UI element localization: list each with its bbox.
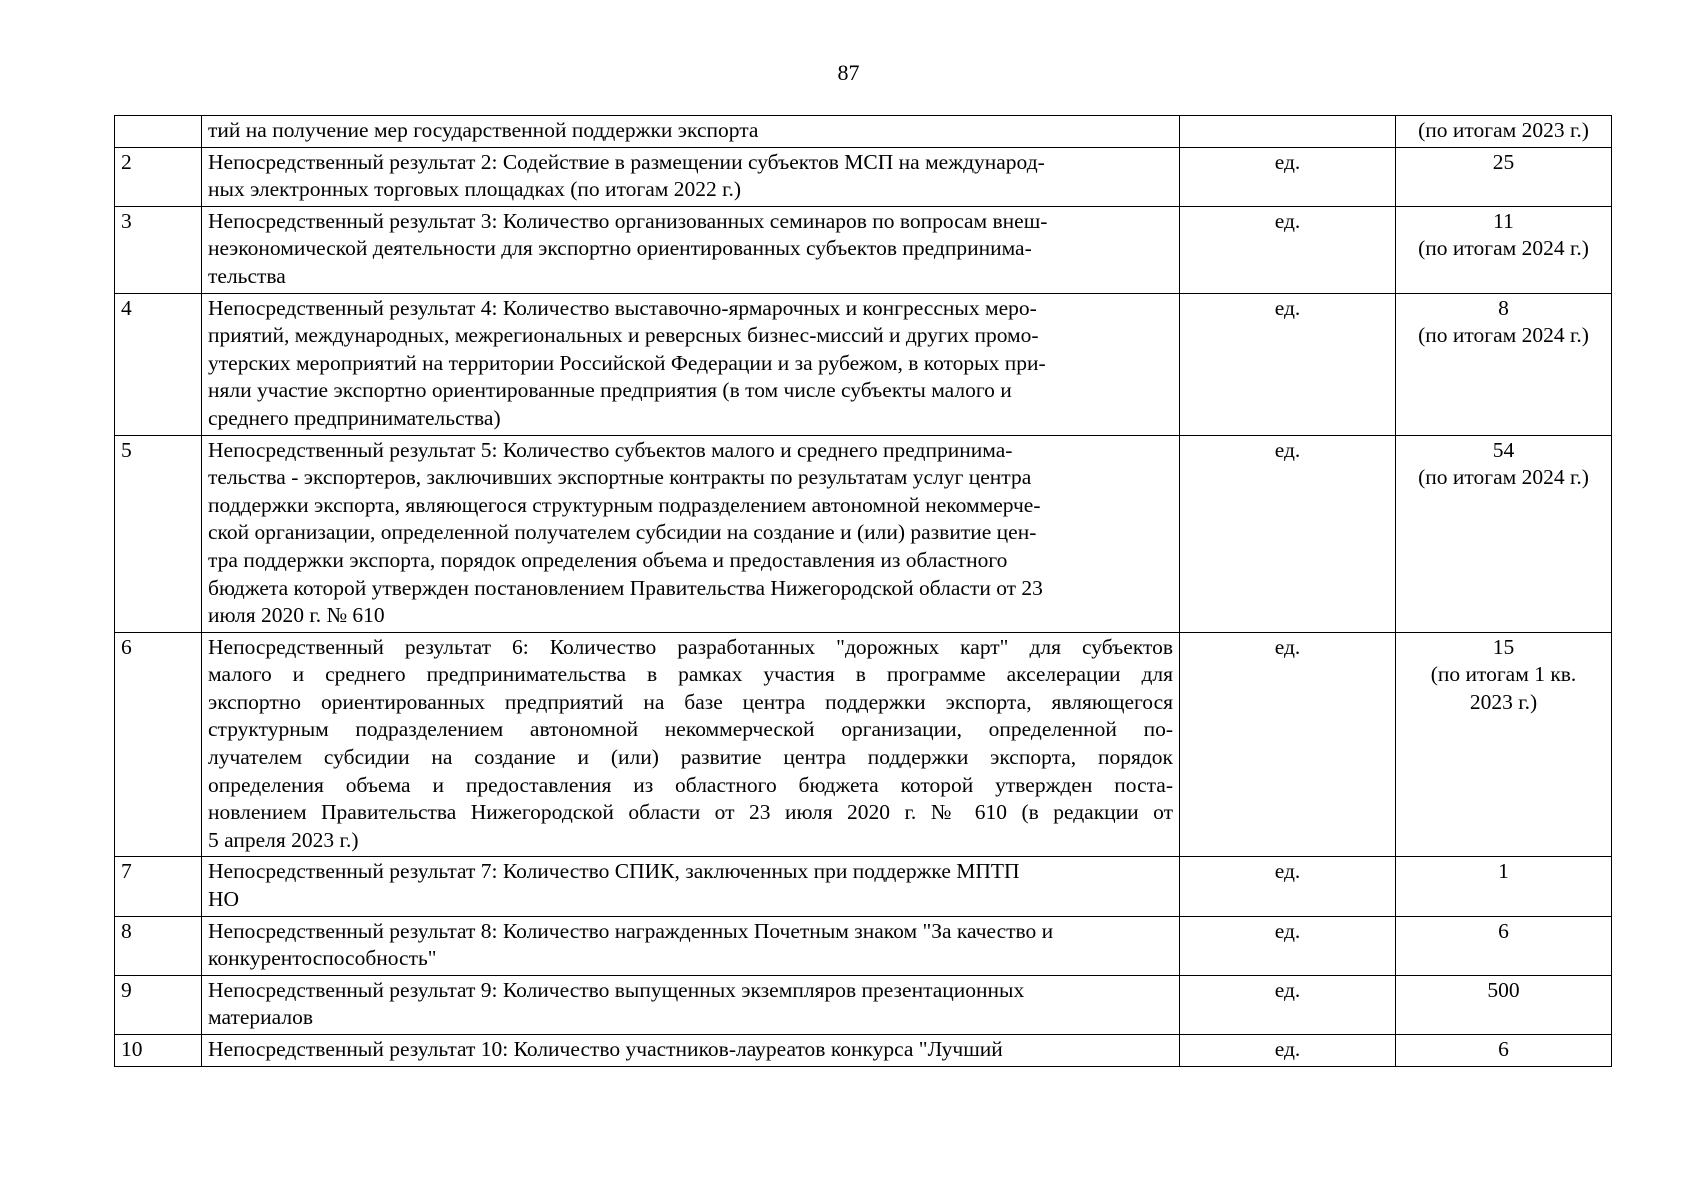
table-row — [115, 857, 1612, 916]
target-value-cell — [1396, 857, 1612, 916]
unit-cell: ед. — [1180, 632, 1396, 857]
table-row — [115, 116, 1612, 148]
description-line: новлением Правительства Нижегородской области от 23 июля 2020 г. № 610 (в редакции от — [208, 800, 1173, 825]
row-number-cell: 3 — [115, 206, 202, 293]
target-value-line: 11 — [1493, 208, 1514, 233]
table-row — [115, 1035, 1612, 1067]
target-value-line: (по итогам 1 кв. — [1430, 662, 1577, 687]
description-line: Непосредственный результат 3: Количество организованных семинаров по вопросам внеш- — [208, 208, 1048, 233]
result-description-cell — [202, 975, 1180, 1034]
result-description-cell — [202, 1035, 1180, 1067]
row-number-cell: 2 — [115, 147, 202, 206]
description-line: малого и среднего предпринимательства в рамках участия в программе акселерации для — [208, 662, 1173, 687]
target-value-line: (по итогам 2024 г.) — [1418, 465, 1589, 490]
table-row — [115, 435, 1612, 632]
unit-cell: ед. — [1180, 435, 1396, 632]
table-row — [115, 975, 1612, 1034]
table-row — [115, 293, 1612, 435]
row-number-cell: 7 — [115, 857, 202, 916]
unit-cell: ед. — [1180, 1035, 1396, 1067]
description-line: НО — [208, 887, 240, 912]
target-value-cell — [1396, 632, 1612, 857]
target-value-cell — [1396, 293, 1612, 435]
description-line: июля 2020 г. № 610 — [208, 603, 385, 628]
table-row — [115, 632, 1612, 857]
description-line: определения объема и предоставления из областного бюджета которой утвержден поста- — [208, 772, 1173, 797]
row-number-cell — [115, 116, 202, 148]
target-value-line: 15 — [1492, 634, 1515, 659]
target-value-cell — [1396, 147, 1612, 206]
row-number-cell: 10 — [115, 1035, 202, 1067]
result-description-cell — [202, 206, 1180, 293]
table-row — [115, 206, 1612, 293]
unit-cell: ед. — [1180, 147, 1396, 206]
description-line: Непосредственный результат 2: Содействие в размещении субъектов МСП на международ- — [208, 149, 1045, 174]
row-number-cell: 6 — [115, 632, 202, 857]
page-number: 87 — [837, 60, 860, 85]
unit-cell: ед. — [1180, 206, 1396, 293]
result-description-cell — [202, 632, 1180, 857]
target-value-line: 500 — [1487, 977, 1520, 1002]
description-line: тельства — [208, 263, 286, 288]
description-line: ской организации, определенной получателем субсидии на создание и (или) развитие цен- — [208, 520, 1037, 545]
description-line: 5 апреля 2023 г.) — [208, 827, 359, 852]
result-description-cell — [202, 147, 1180, 206]
target-value-line: (по итогам 2024 г.) — [1418, 323, 1589, 348]
unit-cell: ед. — [1180, 857, 1396, 916]
target-value-line: 25 — [1492, 149, 1515, 174]
table-row — [115, 916, 1612, 975]
target-value-line: (по итогам 2023 г.) — [1418, 118, 1589, 142]
description-line: Непосредственный результат 6: Количество разработанных "дорожных карт" для субъектов — [208, 634, 1173, 659]
row-number-cell: 4 — [115, 293, 202, 435]
description-line: тра поддержки экспорта, порядок определения объема и предоставления из областного — [208, 547, 1008, 572]
description-line: Непосредственный результат 7: Количество СПИК, заключенных при поддержке МПТП — [208, 859, 1020, 884]
target-value-cell — [1396, 1035, 1612, 1067]
description-line: ных электронных торговых площадках (по итогам 2022 г.) — [208, 177, 742, 202]
description-line: поддержки экспорта, являющегося структурным подразделением автономной некоммерче- — [208, 492, 1041, 517]
description-line: тельства - экспортеров, заключивших экспортные контракты по результатам услуг центра — [208, 465, 1032, 490]
unit-cell — [1180, 116, 1396, 148]
description-line: Непосредственный результат 4: Количество выставочно-ярмарочных и конгрессных меро- — [208, 295, 1037, 320]
description-line: Непосредственный результат 5: Количество субъектов малого и среднего предпринима- — [208, 437, 1013, 462]
target-value-cell — [1396, 116, 1612, 148]
results-table — [114, 115, 1612, 1067]
target-value-line: 6 — [1498, 918, 1509, 943]
target-value-cell — [1396, 975, 1612, 1034]
description-line: среднего предпринимательства) — [208, 405, 501, 430]
description-line: бюджета которой утвержден постановлением Правительства Нижегородской области от 23 — [208, 575, 1043, 600]
result-description-cell — [202, 293, 1180, 435]
description-line: Непосредственный результат 8: Количество награжденных Почетным знаком "За качество и — [208, 918, 1054, 943]
results-table-body — [115, 116, 1612, 1067]
row-number-cell: 5 — [115, 435, 202, 632]
table-row — [115, 147, 1612, 206]
description-line: экспортно ориентированных предприятий на базе центра поддержки экспорта, являющегося — [208, 689, 1173, 714]
unit-cell: ед. — [1180, 975, 1396, 1034]
description-line: материалов — [208, 1005, 314, 1030]
result-description-cell — [202, 116, 1180, 148]
description-line: Непосредственный результат 9: Количество выпущенных экземпляров презентационных — [208, 977, 1025, 1002]
description-line: тий на получение мер государственной поддержки экспорта — [208, 118, 759, 142]
result-description-cell — [202, 857, 1180, 916]
target-value-line: 6 — [1498, 1037, 1509, 1061]
target-value-line: 54 — [1492, 437, 1515, 462]
description-line: конкурентоспособность" — [208, 946, 437, 971]
description-line: Непосредственный результат 10: Количество участников-лауреатов конкурса "Лучший — [208, 1037, 1003, 1061]
row-number-cell: 8 — [115, 916, 202, 975]
target-value-cell — [1396, 435, 1612, 632]
row-number-cell: 9 — [115, 975, 202, 1034]
result-description-cell — [202, 916, 1180, 975]
target-value-line: (по итогам 2024 г.) — [1418, 236, 1589, 261]
description-line: приятий, международных, межрегиональных и реверсных бизнес-миссий и других промо- — [208, 323, 1039, 348]
description-line: няли участие экспортно ориентированные предприятия (в том числе субъекты малого и — [208, 378, 1012, 403]
unit-cell: ед. — [1180, 293, 1396, 435]
description-line: утерских мероприятий на территории Российской Федерации и за рубежом, в которых при- — [208, 350, 1046, 375]
target-value-cell — [1396, 916, 1612, 975]
result-description-cell — [202, 435, 1180, 632]
target-value-cell — [1396, 206, 1612, 293]
description-line: лучателем субсидии на создание и (или) развитие центра поддержки экспорта, порядок — [208, 745, 1173, 770]
target-value-line: 8 — [1498, 295, 1509, 320]
target-value-line: 1 — [1498, 859, 1509, 884]
description-line: структурным подразделением автономной некоммерческой организации, определенной по- — [208, 717, 1173, 742]
target-value-line: 2023 г.) — [1469, 689, 1538, 714]
unit-cell: ед. — [1180, 916, 1396, 975]
description-line: неэкономической деятельности для экспортно ориентированных субъектов предпринима- — [208, 236, 1032, 261]
